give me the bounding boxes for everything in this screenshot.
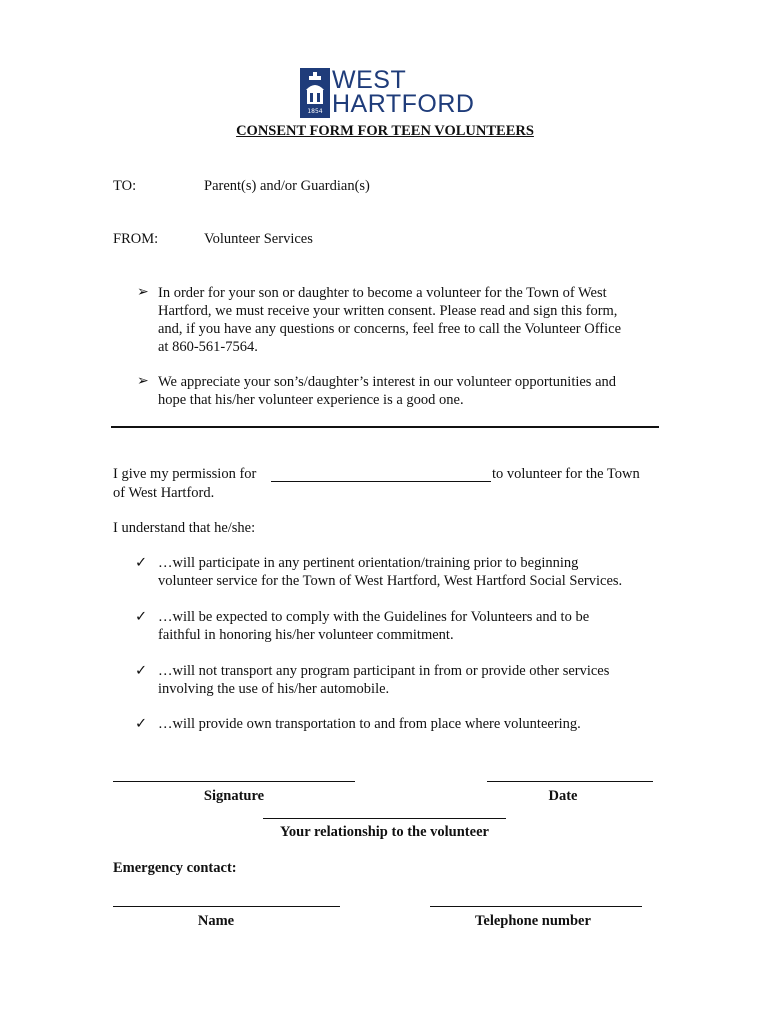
understand-label: I understand that he/she: bbox=[113, 520, 256, 536]
date-field[interactable] bbox=[487, 781, 653, 782]
section-divider bbox=[111, 426, 659, 428]
name-label: Name bbox=[197, 913, 235, 929]
form-title: CONSENT FORM FOR TEEN VOLUNTEERS bbox=[236, 123, 534, 139]
seal-year: 1854 bbox=[307, 108, 323, 115]
emergency-name-field[interactable] bbox=[113, 906, 340, 907]
check-1-line-1: …will participate in any pertinent orientation/training prior to beginning bbox=[158, 555, 579, 571]
relationship-field[interactable] bbox=[263, 818, 506, 819]
check-item-2 bbox=[158, 608, 589, 644]
intro-1-line-2: Hartford, we must receive your written consent. Please read and sign this form, bbox=[158, 303, 618, 319]
checkmark-icon: ✓ bbox=[135, 716, 148, 732]
intro-paragraph-2 bbox=[158, 373, 616, 409]
checkmark-icon: ✓ bbox=[135, 663, 148, 679]
check-1-line-2: volunteer service for the Town of West Hartford, West Hartford Social Services. bbox=[158, 573, 623, 589]
arrow-bullet-icon: ➢ bbox=[137, 285, 149, 300]
telephone-label: Telephone number bbox=[475, 913, 591, 929]
to-value: Parent(s) and/or Guardian(s) bbox=[204, 178, 370, 194]
permission-suffix: to volunteer for the Town bbox=[492, 466, 640, 482]
from-label: FROM: bbox=[113, 231, 159, 247]
west-hartford-logo bbox=[300, 66, 475, 120]
signature-label: Signature bbox=[203, 788, 265, 804]
intro-2-line-2: hope that his/her volunteer experience is a good one. bbox=[158, 392, 464, 408]
check-2-line-1: …will be expected to comply with the Guidelines for Volunteers and to be bbox=[158, 609, 590, 625]
check-2-line-2: faithful in honoring his/her volunteer commitment. bbox=[158, 627, 454, 643]
emergency-contact-label: Emergency contact: bbox=[113, 860, 237, 876]
signature-field[interactable] bbox=[113, 781, 355, 782]
checkmark-icon: ✓ bbox=[135, 609, 148, 625]
intro-1-line-1: In order for your son or daughter to become a volunteer for the Town of West bbox=[158, 285, 607, 301]
volunteer-name-field[interactable] bbox=[271, 481, 491, 482]
date-label: Date bbox=[548, 788, 578, 804]
check-3-line-2: involving the use of his/her automobile. bbox=[158, 681, 390, 697]
permission-line-2: of West Hartford. bbox=[113, 485, 215, 501]
intro-paragraph-1 bbox=[158, 284, 621, 356]
emergency-phone-field[interactable] bbox=[430, 906, 642, 907]
intro-2-line-1: We appreciate your son’s/daughter’s interest in our volunteer opportunities and bbox=[158, 374, 617, 390]
logo-word-west: WEST bbox=[332, 66, 407, 94]
intro-1-line-4: at 860-561-7564. bbox=[158, 339, 258, 355]
logo-word-hartford: HARTFORD bbox=[332, 90, 475, 118]
town-seal-icon bbox=[300, 68, 330, 118]
to-label: TO: bbox=[113, 178, 137, 194]
check-4-line-1: …will provide own transportation to and from place where volunteering. bbox=[158, 716, 581, 732]
intro-1-line-3: and, if you have any questions or concerns, feel free to call the Volunteer Office bbox=[158, 321, 622, 337]
relationship-label: Your relationship to the volunteer bbox=[280, 824, 489, 840]
permission-prefix: I give my permission for bbox=[113, 466, 257, 482]
from-value: Volunteer Services bbox=[204, 231, 313, 247]
checkmark-icon: ✓ bbox=[135, 555, 148, 571]
check-item-1 bbox=[158, 554, 622, 590]
arrow-bullet-icon: ➢ bbox=[137, 374, 149, 389]
check-item-4 bbox=[158, 715, 581, 733]
check-item-3 bbox=[158, 662, 609, 698]
check-3-line-1: …will not transport any program participant in from or provide other services bbox=[158, 663, 610, 679]
